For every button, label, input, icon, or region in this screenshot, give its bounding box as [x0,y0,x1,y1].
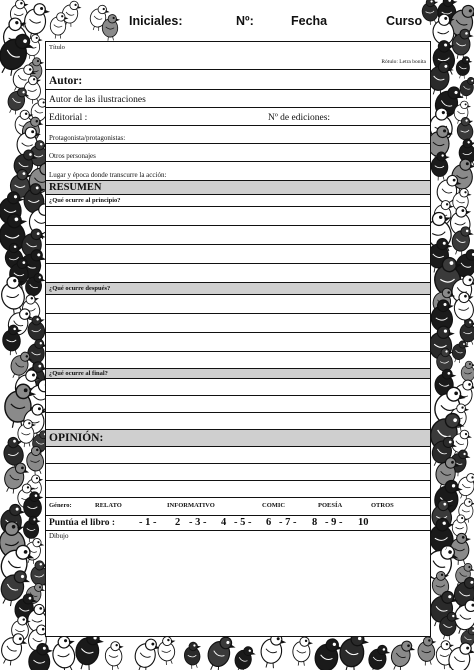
rating-option-2[interactable]: 2 [175,517,181,528]
bird-doodle-icon [182,641,205,670]
summary-heading-row [46,180,430,194]
genre-option-relato[interactable]: RELATO [95,502,122,509]
font-note: Rótulo: Letra bonita [381,59,426,65]
opinion-heading: OPINIÓN: [49,432,104,444]
rating-option-7[interactable]: - 7 - [279,517,297,528]
beginning-question-row [46,194,430,206]
writing-line[interactable] [46,412,430,429]
genre-option-poesia[interactable]: POESÍA [318,502,343,509]
bird-doodle-icon [204,634,237,670]
title-label: Título [49,44,65,51]
genre-option-informativo[interactable]: INFORMATIVO [167,502,215,509]
writing-line[interactable] [46,480,430,497]
rating-option-4[interactable]: 4 [221,517,227,528]
editions-label: Nº de ediciones: [268,113,331,123]
beginning-question: ¿Qué ocurre al principio? [49,197,121,204]
bird-doodle-icon [22,516,42,543]
author-row[interactable] [46,69,430,89]
course-label: Curso [386,14,423,28]
bird-doodle-icon [155,635,180,666]
genre-option-comic[interactable]: COMIC [262,502,286,509]
rating-option-1[interactable]: - 1 - [139,517,157,528]
rating-label: Puntúa el libro : [49,518,116,528]
bird-doodle-icon [232,644,257,670]
writing-line[interactable] [46,244,430,263]
protagonists-row[interactable] [46,125,430,143]
rating-row[interactable] [46,515,430,530]
illustrator-row[interactable] [46,89,430,107]
writing-line[interactable] [46,225,430,244]
writing-line[interactable] [46,446,430,463]
writing-line[interactable] [46,395,430,412]
bird-doodle-icon [132,637,161,670]
page-number: 7 [444,544,448,552]
genre-option-otros[interactable]: OTROS [371,502,394,509]
writing-line[interactable] [46,206,430,225]
rating-option-6[interactable]: 6 [266,517,272,528]
middle-question-row [46,282,430,294]
other-characters-row[interactable] [46,143,430,161]
number-label: Nº: [236,14,254,28]
end-question: ¿Qué ocurre al final? [49,370,108,377]
drawing-label: Dibujo [49,532,69,540]
bird-doodle-icon [259,633,287,670]
protagonists-label: Protagonista/protagonistas: [49,134,126,142]
bird-doodle-icon [456,471,474,501]
bird-doodle-icon [293,637,313,666]
genre-row[interactable] [46,497,430,515]
bird-doodle-icon [455,56,472,79]
publisher-label: Editorial : [49,113,88,123]
drawing-area[interactable] [46,530,430,636]
bird-doodle-icon [388,638,417,670]
genre-label: Género: [49,502,72,509]
opinion-heading-row [46,429,430,446]
summary-heading: RESUMEN [49,182,102,193]
book-report-form [45,41,431,637]
place-time-row[interactable] [46,161,430,180]
writing-line[interactable] [46,463,430,480]
publisher-row[interactable] [46,107,430,125]
bird-doodle-icon [367,643,392,670]
author-label: Autor: [49,75,83,87]
writing-line[interactable] [46,351,430,368]
writing-line[interactable] [46,378,430,395]
writing-line[interactable] [46,294,430,313]
rating-option-9[interactable]: - 9 - [325,517,343,528]
writing-line[interactable] [46,313,430,332]
place-time-label: Lugar y época donde transcurre la acción: [49,171,167,179]
bird-doodle-icon [104,641,127,670]
middle-question: ¿Qué ocurre después? [49,285,111,292]
header-bar [0,12,474,32]
rating-option-8[interactable]: 8 [312,517,318,528]
writing-line[interactable] [46,263,430,282]
end-question-row [46,368,430,378]
title-row[interactable] [46,42,430,69]
other-characters-label: Otros personajes [49,152,96,160]
date-label: Fecha [291,14,328,28]
bird-doodle-icon [338,631,370,670]
rating-option-3[interactable]: - 3 - [189,517,207,528]
writing-line[interactable] [46,332,430,351]
rating-option-5[interactable]: - 5 - [234,517,252,528]
illustrator-label: Autor de las ilustraciones [49,95,146,105]
initials-label: Iniciales: [129,14,183,28]
rating-option-10[interactable]: 10 [358,517,369,528]
bird-doodle-icon [416,636,439,666]
